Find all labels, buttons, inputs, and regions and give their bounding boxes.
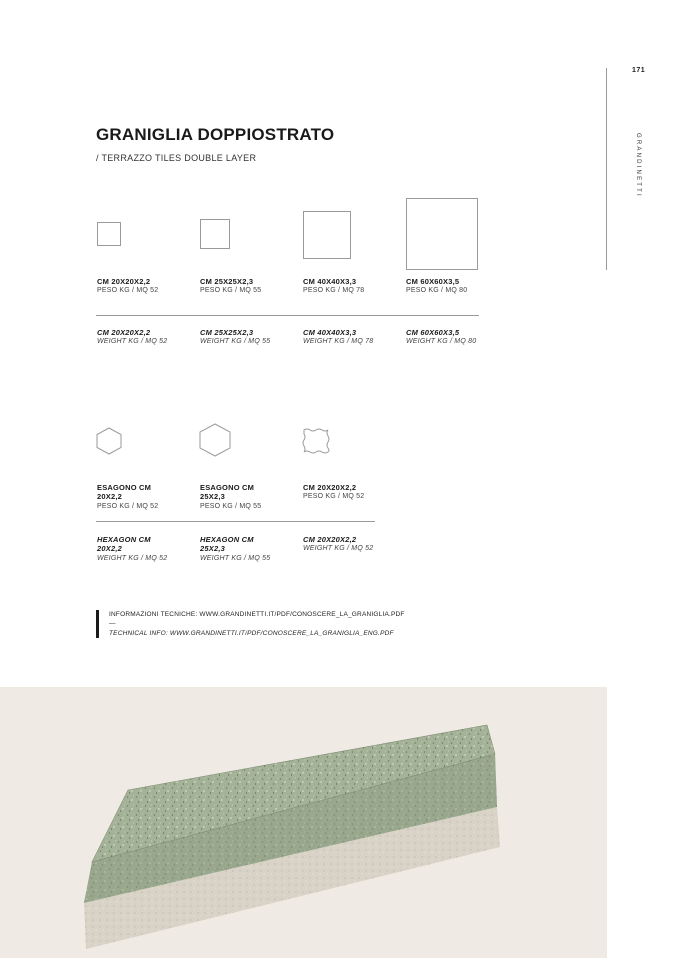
page-number: 171: [632, 67, 646, 74]
tile-weight-it: PESO KG / MQ 55: [200, 287, 262, 294]
wavy-square-icon: [302, 428, 330, 454]
tile-weight-en: WEIGHT KG / MQ 52: [97, 555, 168, 562]
tile-size-en: CM 40X40X3,3: [303, 328, 357, 337]
tile-weight-it: PESO KG / MQ 52: [97, 503, 159, 510]
tile-weight-it: PESO KG / MQ 52: [97, 287, 159, 294]
tile-size-it: CM 60X60X3,5: [406, 277, 460, 286]
tile-size-en: CM 25X25X2,3: [200, 328, 254, 337]
tile-size-it: CM 25X25X2,3: [200, 277, 254, 286]
tile-weight-en: WEIGHT KG / MQ 52: [303, 545, 374, 552]
tile-size-en: CM 60X60X3,5: [406, 328, 460, 337]
hexagon-icon: [199, 423, 231, 457]
tile-weight-it: PESO KG / MQ 55: [200, 503, 262, 510]
tile-size-en: HEXAGON CM 25X2,3: [200, 535, 254, 553]
page-title: GRANIGLIA DOPPIOSTRATO: [96, 125, 335, 144]
tile-weight-it: PESO KG / MQ 78: [303, 287, 365, 294]
tile-size-it: ESAGONO CM 20X2,2: [97, 483, 152, 501]
tile-weight-en: WEIGHT KG / MQ 78: [303, 338, 374, 345]
terrazzo-slab-image: [0, 687, 607, 958]
tile-size-en: CM 20X20X2,2: [97, 328, 151, 337]
info-accent-bar: [96, 610, 99, 638]
page-subtitle: / TERRAZZO TILES DOUBLE LAYER: [96, 153, 257, 163]
tile-weight-en: WEIGHT KG / MQ 55: [200, 555, 271, 562]
tile-size-en: CM 20X20X2,2: [303, 535, 357, 544]
tile-weight-it: PESO KG / MQ 80: [406, 287, 468, 294]
tile-size-en: HEXAGON CM 20X2,2: [97, 535, 151, 553]
divider: [96, 521, 375, 522]
brand-side-label: GRANDINETTI: [635, 133, 641, 198]
tile-20x20-icon: [97, 222, 121, 246]
technical-info-en-link[interactable]: TECHNICAL INFO: WWW.GRANDINETTI.IT/PDF/CONOSCERE_LA_GRANIGLIA_ENG.PDF: [109, 630, 394, 637]
tile-size-it: ESAGONO CM 25X2,3: [200, 483, 255, 501]
technical-info-separator: —: [109, 620, 116, 627]
tile-size-it: CM 20X20X2,2: [97, 277, 151, 286]
tile-size-it: CM 20X20X2,2: [303, 483, 357, 492]
tile-weight-it: PESO KG / MQ 52: [303, 493, 365, 500]
tile-60x60-icon: [406, 198, 478, 270]
tile-size-it: CM 40X40X3,3: [303, 277, 357, 286]
technical-info-it-link[interactable]: INFORMAZIONI TECNICHE: WWW.GRANDINETTI.IT/PDF/CONOSCERE_LA_GRANIGLIA.PDF: [109, 611, 405, 618]
side-divider: [606, 68, 607, 270]
divider: [96, 315, 479, 316]
tile-25x25-icon: [200, 219, 230, 249]
hexagon-icon: [96, 427, 122, 455]
tile-weight-en: WEIGHT KG / MQ 55: [200, 338, 271, 345]
product-photo: [0, 687, 607, 958]
tile-weight-en: WEIGHT KG / MQ 52: [97, 338, 168, 345]
tile-weight-en: WEIGHT KG / MQ 80: [406, 338, 477, 345]
tile-40x40-icon: [303, 211, 351, 259]
